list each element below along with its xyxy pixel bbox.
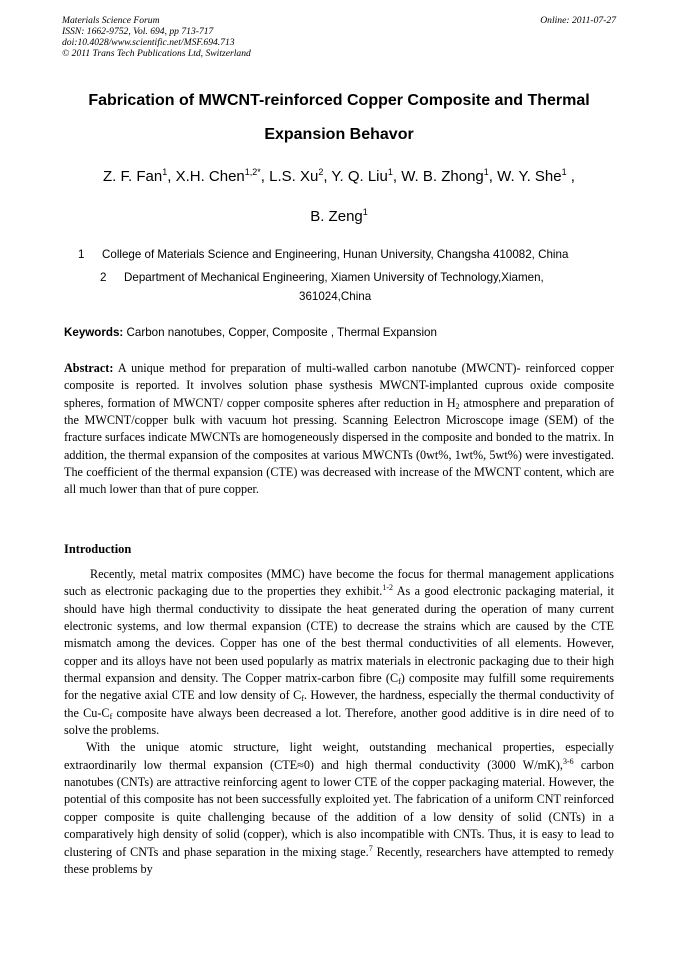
title-line-1: Fabrication of MWCNT-reinforced Copper Composite and Thermal [88, 92, 590, 109]
citation: 1-2 [382, 583, 394, 593]
affiliation-2 [100, 268, 600, 287]
author-list-cont [30, 207, 648, 227]
author-list: Z. F. Fan$^1$, X.H. Chen$^{1,2*}$, L.S. Xu$^2$, Y. Q. Liu$^1$, W. B. Zhong$^1$, W. Y. She$^1$ , [103, 167, 575, 185]
subscript: f [301, 694, 304, 704]
affiliation-text: Department of Mechanical Engineering, Xiamen University of Technology,Xiamen, [124, 271, 544, 284]
affiliation-1 [78, 245, 568, 264]
abstract-text: A unique method for preparation of multi-walled carbon nanotube (MWCNT)- reinforced copper composite is reported. It involves solution phase systhesis MWCNT-implanted cuprous oxide composite spheres, formation of MWCNT/ copper composite spheres after reduction in H [64, 361, 614, 410]
text-run: . However, the hardness, especially the thermal conductivity of the Cu-C [64, 688, 614, 720]
title-line-2: Expansion Behavor [264, 126, 414, 143]
author-affil-mark: 1 [561, 167, 567, 177]
author-name: Z. F. Fan [103, 168, 163, 185]
intro-paragraph-1 [64, 566, 614, 739]
author-name: W. Y. She [497, 168, 562, 185]
author-affil-mark: 1 [483, 167, 489, 177]
keywords-text: Carbon nanotubes, Copper, Composite , Thermal Expansion [126, 326, 437, 339]
text-run: Recently, researchers have attempted to remedy these problems by [64, 844, 614, 876]
affiliation-number: 2 [100, 271, 107, 284]
keywords [64, 325, 437, 341]
author-name: B. Zeng [310, 208, 363, 225]
intro-paragraph-2 [64, 739, 614, 878]
abstract-text-cont: atmosphere and preparation of the MWCNT/copper bulk with vacuum hot pressing. Scanning Eelectron Microscope image (SEM) of the fracture surfaces indicate MWCNTs are homogeneously dispersed in the composite and bonded to the matrix. In addition, the thermal expansion of the composites at various MWCNTs (0wt%, 1wt%, 5wt%) were investigated. The coefficient of the thermal expansion (CTE) was decreased with increase of the MWCNT content, which are all much lower than that of pure copper. [64, 395, 615, 497]
author-affil-mark: 1 [387, 167, 393, 177]
citation: 7 [368, 843, 373, 853]
abstract-label: Abstract: [64, 361, 114, 375]
affiliation-number: 1 [78, 248, 85, 261]
issn-line: ISSN: 1662-9752, Vol. 694, pp 713-717 [62, 26, 214, 37]
author-affil-mark: 1,2* [244, 167, 261, 177]
author-affil-mark: 2 [318, 167, 324, 177]
author-name: Y. Q. Liu [331, 168, 388, 185]
online-date: Online: 2011-07-27 [540, 15, 616, 26]
citation: 3-6 [562, 756, 574, 766]
subscript: f [109, 711, 113, 721]
author-name: X.H. Chen [175, 168, 245, 185]
subscript: f [398, 677, 401, 687]
copyright-line: © 2011 Trans Tech Publications Ltd, Switzerland [62, 48, 251, 59]
text-run: carbon nanotubes (CNTs) are attractive reinforcing agent to lower CTE of the copper packaging material. However, the potential of this composite has not been successfully exploited yet. The fabrication of a uniform CNT reinforced copper composite is quite challenging because of the addition of a low density of solid (CNTs) in a comparatively high density of solid (copper), which is also incompatible with CNTs. Thus, it is easy to lead to clustering of CNTs and phase separation in the mixing stage. [64, 757, 614, 859]
affiliation-text: College of Materials Science and Engineering, Hunan University, Changsha 410082, China [102, 248, 569, 261]
keywords-label: Keywords: [64, 326, 124, 339]
text-run: Recently, metal matrix composites (MMC) have become the focus for thermal management applications such as electronic packaging due to the properties they exhibit. [64, 567, 614, 599]
text-run: ) composite may fulfill some requirements for the negative axial CTE and low density of C [64, 671, 614, 703]
section-heading-introduction: Introduction [64, 542, 132, 556]
affiliation-2-cont: 361024,China [299, 290, 372, 303]
author-affil-mark: 1 [162, 167, 168, 177]
text-run: With the unique atomic structure, light weight, outstanding mechanical properties, especially extraordinarily low thermal expansion (CTE≈0) and high thermal conductivity (3000 W/mK), [64, 740, 614, 772]
author-name: L.S. Xu [269, 168, 319, 185]
text-run: As a good electronic packaging material, it should have high thermal conductivity to dissipate the heat generated during the operation of many current electronic systems, and low thermal expansion (CTE) to decrease the strains which are caused by the CTE mismatch among the devices. Copper has one of the best thermal conductivities of all elements. However, copper and its alloys have not been used popularly as matrix materials in electronic packaging due to their high thermal expansion and density. The Copper matrix-carbon fibre (C [64, 584, 614, 686]
doi-line: doi:10.4028/www.scientific.net/MSF.694.713 [62, 37, 235, 48]
subscript: 2 [455, 401, 460, 411]
text-run: composite have always been decreased a lot. Therefore, another good additive is in dire need of to solve the problems. [64, 705, 614, 738]
author-affil-mark: 1 [362, 207, 368, 217]
journal-header [62, 15, 251, 59]
author-name: W. B. Zhong [401, 168, 484, 185]
journal-name: Materials Science Forum [62, 15, 160, 26]
introduction-body [64, 566, 614, 878]
abstract [64, 360, 614, 499]
